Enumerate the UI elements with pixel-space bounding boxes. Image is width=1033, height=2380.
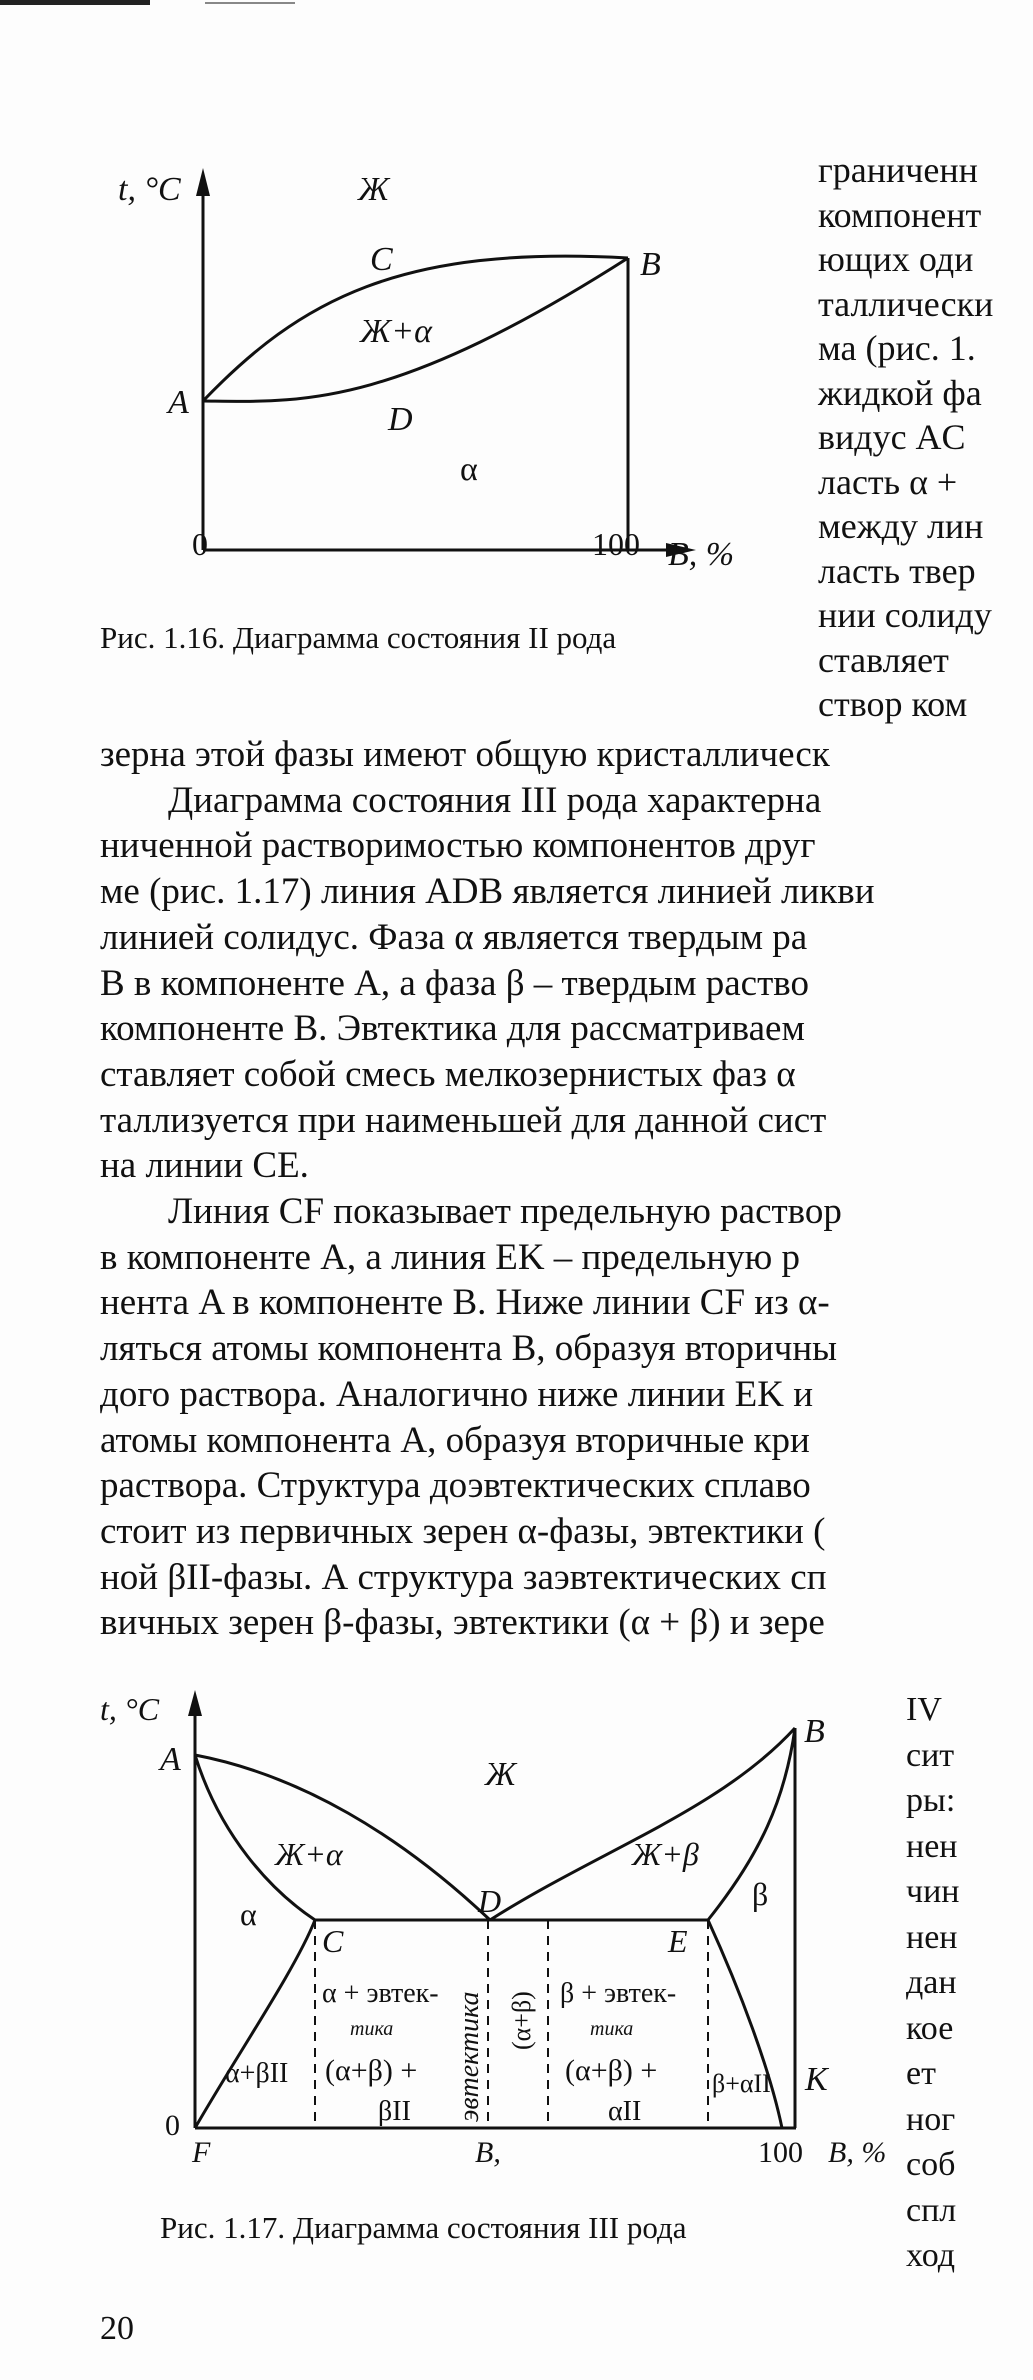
text-line: сит (906, 1736, 955, 1774)
text-line: зерна этой фазы имеют общую кристаллическ (100, 734, 830, 775)
fig16-point-d: D (388, 401, 413, 438)
text-line: створ ком (818, 684, 968, 724)
text-line: нен (906, 1918, 958, 1956)
text-line: раствора. Структура доэвтектических сплаво (100, 1465, 811, 1507)
fig17-x-label: B, % (828, 2136, 887, 2169)
text-line: ма (рис. 1. (818, 328, 976, 368)
text-line: на линии CE. (100, 1145, 309, 1187)
fig17-hypo-line-4: βII (378, 2096, 411, 2127)
fig17-point-a: A (160, 1741, 181, 1778)
fig17-region-alpha: α (240, 1896, 257, 1932)
fig17-point-b1: B, (475, 2136, 501, 2169)
fig17-solvus-left (195, 1920, 315, 2128)
text-line: дан (906, 1964, 957, 2001)
fig17-region-liquid-beta: Ж+β (632, 1836, 699, 1872)
fig16-x-zero: 0 (192, 526, 208, 562)
text-line: атомы компонента A, образуя вторичные кри (100, 1419, 810, 1461)
fig17-point-k: K (805, 2061, 828, 2098)
text-line: IV (906, 1691, 942, 1728)
fig16-point-a: A (168, 384, 189, 421)
fig17-hyper-line-3: (α+β) + (565, 2054, 658, 2087)
fig16-region-solid: α (460, 451, 478, 488)
fig17-x-zero: 0 (165, 2109, 180, 2142)
fig16-region-two-phase: Ж+α (360, 313, 432, 350)
text-line: ры: (906, 1782, 956, 1819)
fig17-hyper-line-1: β + эвтек- (560, 1978, 677, 2009)
text-line: ме (рис. 1.17) линия ADB является линией ликви (100, 871, 875, 913)
fig16-caption: Рис. 1.16. Диаграмма состояния II рода (100, 620, 617, 655)
fig16-point-c: C (370, 241, 393, 278)
text-line: ниченной растворимостью компонентов друг (100, 825, 816, 867)
text-line: кое (906, 2009, 954, 2047)
fig17-eutectic-composition: (α+β) (507, 1991, 536, 2050)
fig16-region-liquid: Ж (358, 171, 390, 208)
text-line: граниченн (818, 150, 978, 190)
text-line: спл (906, 2191, 957, 2229)
text-line: ног (906, 2100, 956, 2138)
text-line: нента A в компоненте B. Ниже линии CF из α- (100, 1282, 830, 1324)
fig16-x-max: 100 (592, 526, 640, 562)
fig17-y-label: t, °C (100, 1691, 160, 1727)
text-line: видус AC (818, 417, 966, 457)
text-line: таллизуется при наименьшей для данной сист (100, 1099, 827, 1141)
text-line: нен (906, 1827, 958, 1865)
text-line: компоненте B. Эвтектика для рассматриваем (100, 1008, 805, 1050)
fig17-point-f: F (192, 2136, 211, 2169)
text-line: жидкой фа (818, 372, 982, 413)
fig17-caption: Рис. 1.17. Диаграмма состояния III рода (160, 2210, 687, 2245)
text-line: в компоненте A, а линия EK – предельную р (100, 1236, 801, 1278)
fig17-liquidus-right (490, 1728, 795, 1920)
fig17-hypo-line-3: (α+β) + (325, 2054, 418, 2087)
fig17-region-liquid-alpha: Ж+α (275, 1836, 343, 1872)
text-line: Линия CF показывает предельную раствор (168, 1191, 842, 1232)
text-line: ход (906, 2237, 956, 2274)
text-line: таллически (818, 283, 994, 324)
text-line: стоит из первичных зерен α-фазы, эвтектики ( (100, 1510, 826, 1552)
text-line: соб (906, 2146, 956, 2183)
fig16-point-b: B (640, 246, 661, 283)
fig17-point-c: C (322, 1923, 344, 1959)
fig17-point-b: B (804, 1713, 825, 1750)
text-line: дого раствора. Аналогично ниже линии EK и (100, 1373, 813, 1415)
fig17-region-liquid: Ж (485, 1756, 517, 1793)
fig16-x-label: B, % (668, 536, 735, 573)
text-line: ставляет (818, 639, 949, 680)
text-line: ставляет собой смесь мелкозернистых фаз α (100, 1053, 796, 1095)
fig17-hypo-line-2: тика (350, 2018, 394, 2040)
fig17-region-beta: β (752, 1876, 769, 1912)
text-line: ляться атомы компонента B, образуя вторичны (100, 1328, 838, 1370)
text-line: ной βII-фазы. А структура заэвтектических сп (100, 1556, 827, 1598)
text-line: ющих оди (818, 239, 974, 279)
text-line: B в компоненте A, а фаза β – твердым раство (100, 962, 809, 1004)
text-line: чин (906, 1873, 960, 1910)
fig17-hypo-line-1: α + эвтек- (322, 1978, 439, 2009)
fig17-hyper-line-2: тика (590, 2018, 634, 2040)
text-line: вичных зерен β-фазы, эвтектики (α + β) и зере (100, 1602, 825, 1644)
text-line: между лин (818, 506, 984, 546)
fig17-hyper-line-4: αII (608, 2096, 642, 2127)
text-line: ласть твер (818, 550, 976, 591)
fig17-y-arrow (188, 1690, 202, 1716)
text-line: компонент (818, 194, 982, 235)
fig17-point-d: D (478, 1883, 502, 1919)
page-number: 20 (100, 2310, 134, 2347)
text-line: ет (906, 2055, 936, 2092)
fig17-region-beta-alpha2: β+αII (712, 2069, 771, 2098)
text-line: нии солиду (818, 595, 992, 635)
fig17-x-max: 100 (758, 2136, 803, 2169)
fig17-point-e: E (668, 1923, 688, 1959)
text-line: ласть α + (818, 461, 958, 502)
text-line: линией солидус. Фаза α является твердым ра (100, 916, 808, 958)
fig16-y-arrow (196, 168, 210, 196)
text-line: Диаграмма состояния III рода характерна (168, 779, 822, 821)
fig17-region-alpha-beta2: α+βII (225, 2058, 289, 2089)
fig17-eutectic-vertical: эвтектика (454, 1991, 485, 2122)
fig16-y-label: t, °C (118, 171, 181, 208)
